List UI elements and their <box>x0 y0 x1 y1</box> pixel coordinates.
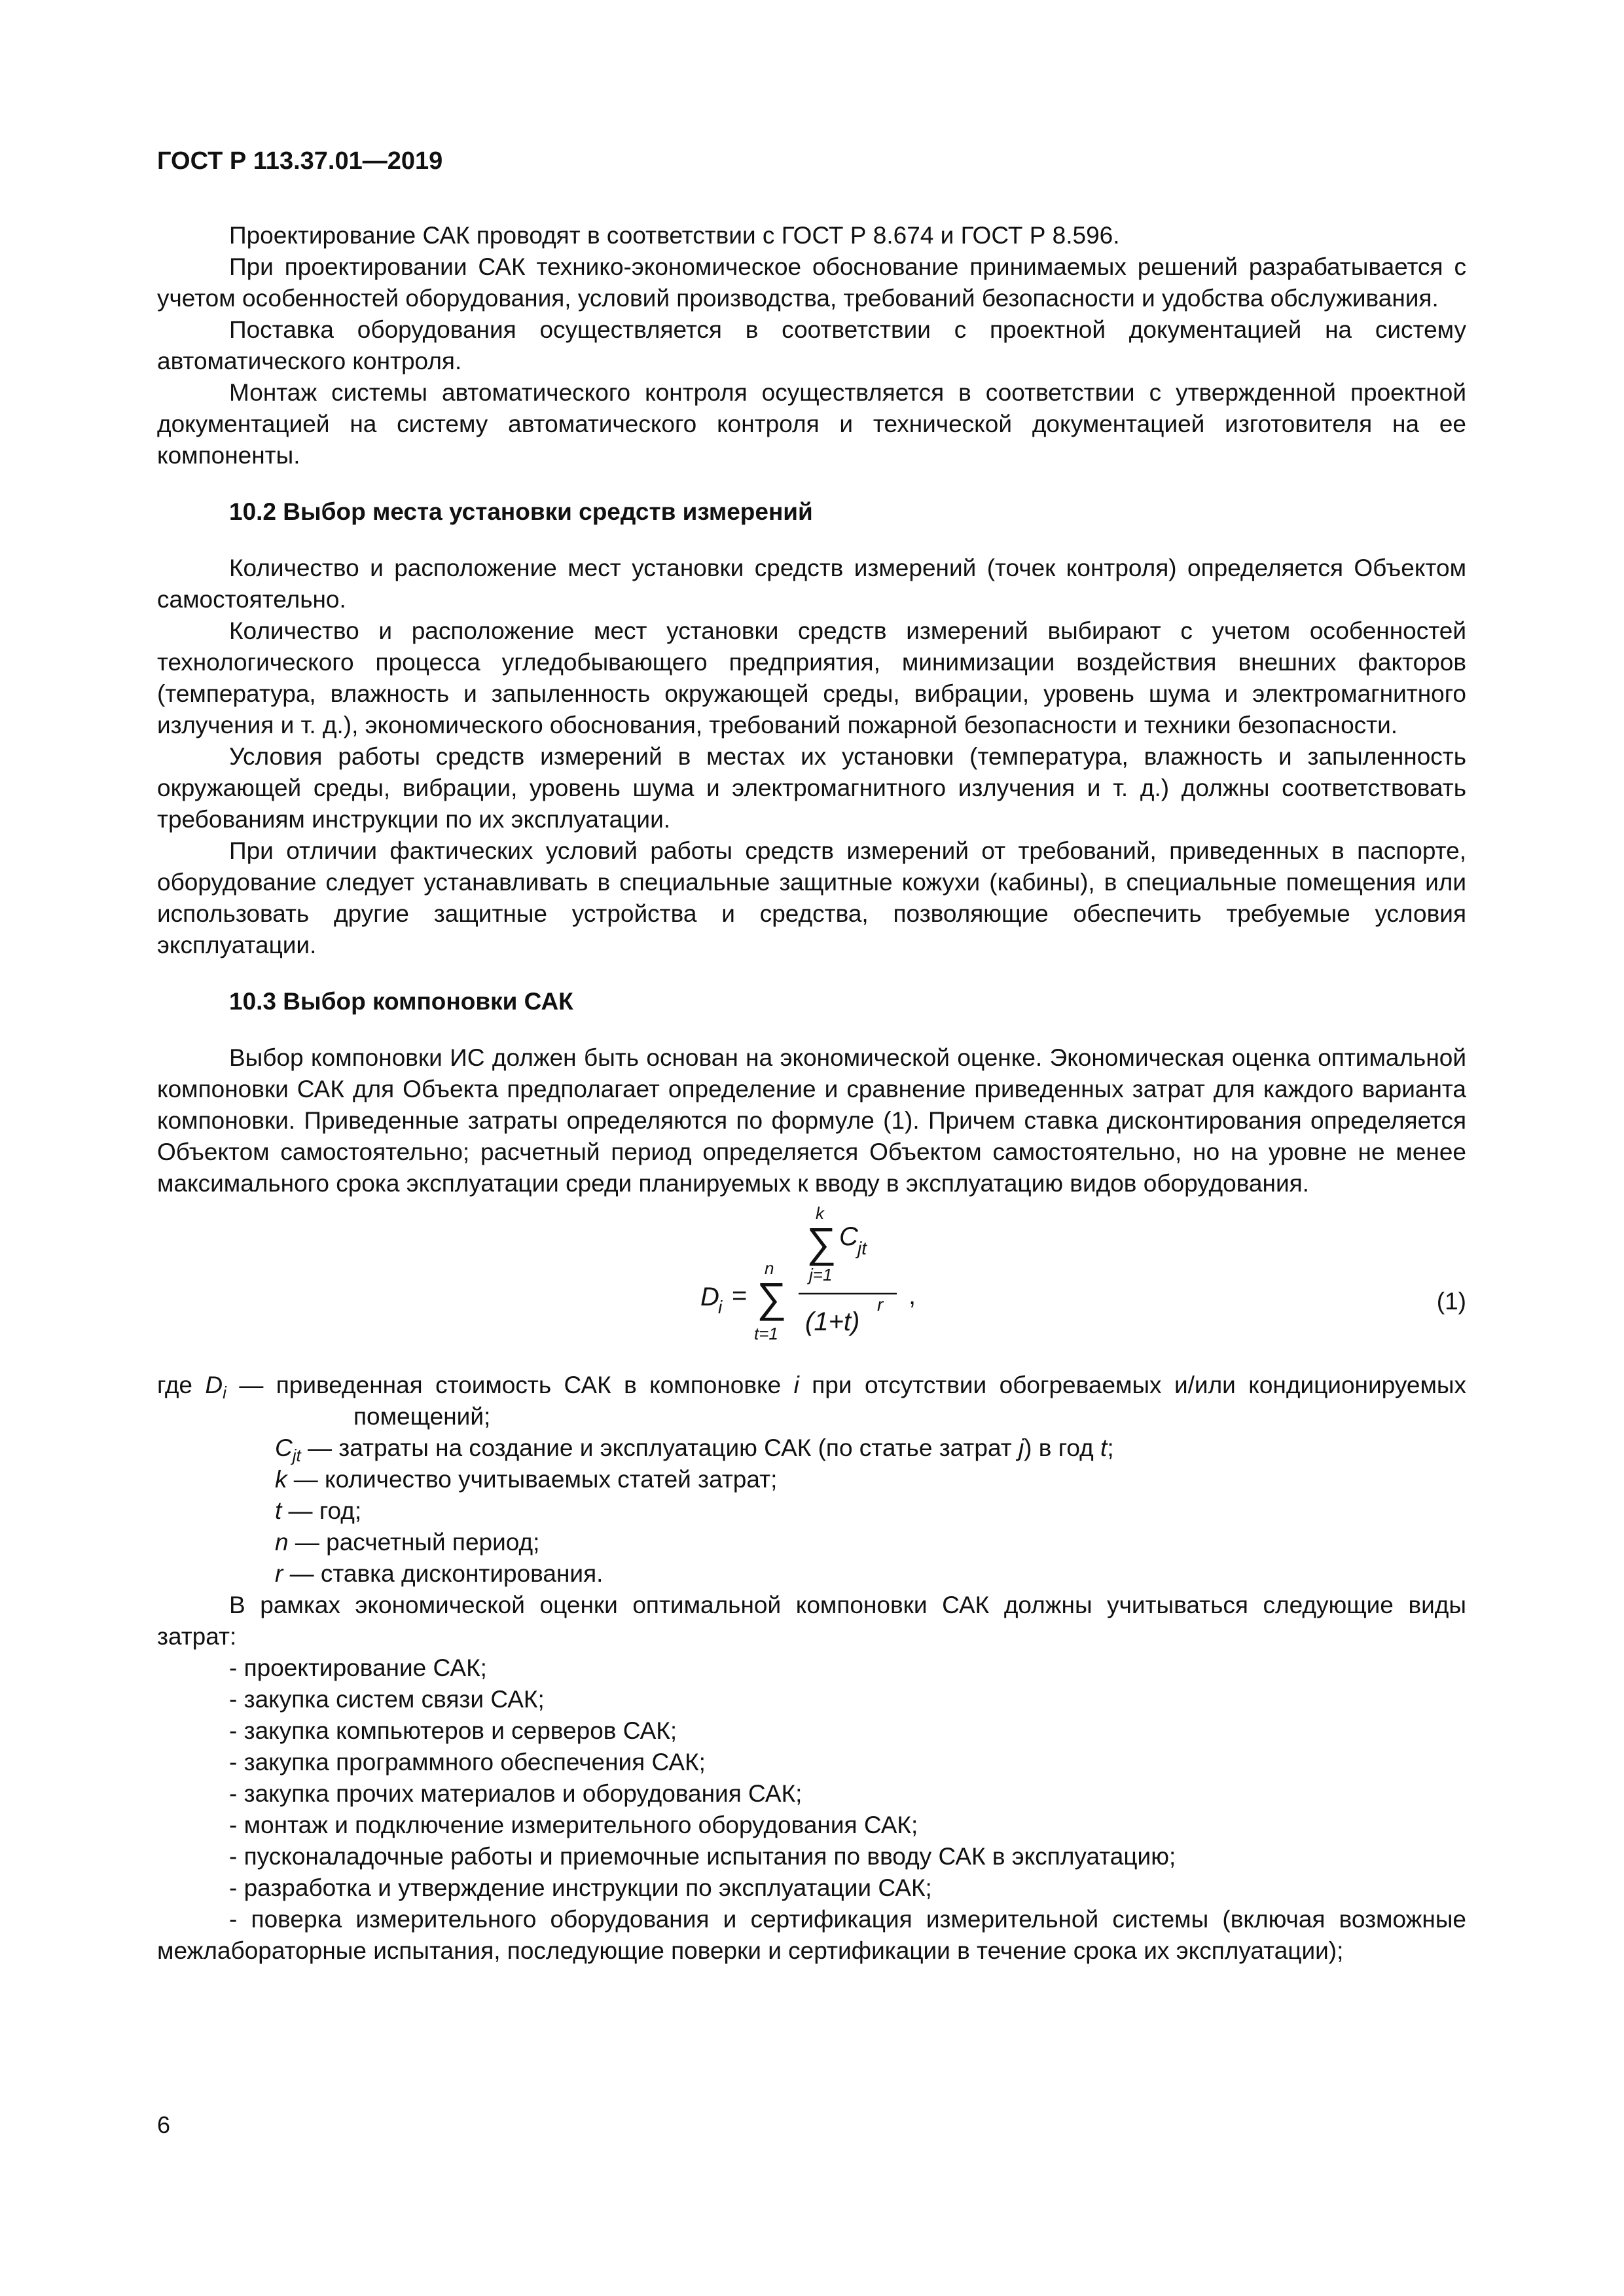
definition-item <box>157 1370 1466 1432</box>
list-item: - поверка измерительного оборудования и сертификация измерительной системы (включая возможные межлабораторные испытания, последующие поверки и сертификации в течение срока их эксплуатации); <box>157 1906 1466 1964</box>
list-item: - закупка систем связи САК; <box>229 1686 545 1713</box>
formula-1 <box>700 1202 1106 1366</box>
formula-definitions <box>157 1370 1466 1590</box>
definition-symbol: n <box>275 1529 289 1556</box>
definition-italic: j <box>1018 1434 1024 1461</box>
definition-item <box>157 1495 1466 1527</box>
list-item: - разработка и утверждение инструкции по эксплуатации САК; <box>229 1874 932 1901</box>
definition-italic: t <box>1100 1434 1108 1461</box>
definition-symbol: t <box>275 1497 282 1524</box>
section-heading-10-3: 10.3 Выбор компоновки САК <box>229 988 573 1015</box>
definition-text: — расчетный период; <box>288 1529 540 1556</box>
definition-item <box>157 1464 1466 1495</box>
definition-text: — ставка дисконтирования. <box>283 1560 604 1587</box>
intro-paragraph: Проектирование САК проводят в соответствии с ГОСТ Р 8.674 и ГОСТ Р 8.596. <box>229 222 1120 249</box>
formula-svg <box>700 1202 1106 1366</box>
definition-symbol-sub: jt <box>292 1446 301 1465</box>
intro-paragraph: При проектировании САК технико-экономическое обоснование принимаемых решений разрабатывается с учетом особенностей оборудования, условий производства, требований безопасности и удобства обслуживания. <box>157 253 1466 312</box>
list-item: - проектирование САК; <box>229 1654 487 1681</box>
formula-inner-bottom: j=1 <box>809 1265 833 1285</box>
equation-number: (1) <box>1436 1288 1466 1315</box>
formula-outer-bottom: t=1 <box>754 1324 778 1343</box>
formula-lhs: D <box>700 1283 719 1311</box>
formula-numerator: C <box>839 1222 858 1251</box>
formula-outer-sigma: ∑ <box>757 1274 787 1321</box>
section-10-2-paragraph: При отличии фактических условий работы средств измерений от требований, приведенных в паспорте, оборудование следует устанавливать в специальные защитные кожухи (кабины), в специальные помещения или использовать другие защитные устройства и средства, позволяющие обеспечить требуемые условия эксплуатации. <box>157 837 1466 958</box>
definition-italic: i <box>793 1372 799 1398</box>
formula-trailing-comma: , <box>909 1281 916 1310</box>
section-10-2-paragraph: Количество и расположение мест установки средств измерений (точек контроля) определяется Объектом самостоятельно. <box>157 555 1466 613</box>
list-item: - пусконаладочные работы и приемочные испытания по вводу САК в эксплуатацию; <box>229 1843 1176 1870</box>
formula-denominator-exp: r <box>877 1294 884 1315</box>
intro-paragraph: Монтаж системы автоматического контроля осуществляется в соответствии с утвержденной проектной документацией на систему автоматического контроля и технической документацией изготовителя на ее компоненты. <box>157 379 1466 469</box>
section-heading-10-2: 10.2 Выбор места установки средств измерений <box>229 498 813 525</box>
formula-equals: = <box>732 1281 748 1310</box>
formula-inner-top: k <box>816 1203 824 1223</box>
definition-symbol: C <box>275 1434 293 1461</box>
definition-symbol-sub: i <box>223 1383 226 1402</box>
definition-text: — год; <box>281 1497 362 1524</box>
formula-outer-top: n <box>765 1258 774 1278</box>
definition-text: — затраты на создание и эксплуатацию САК (по статье затрат <box>300 1434 1019 1461</box>
formula-inner-sigma: ∑ <box>806 1219 837 1266</box>
costs-intro-paragraph: В рамках экономической оценки оптимальной компоновки САК должны учитываться следующие виды затрат: <box>157 1592 1466 1650</box>
definition-text: — приведенная стоимость САК в компоновке <box>226 1372 794 1398</box>
formula-block <box>157 1202 1466 1366</box>
definition-symbol: D <box>205 1372 223 1398</box>
section-10-3-paragraph: Выбор компоновки ИС должен быть основан на экономической оценке. Экономическая оценка оптимальной компоновки САК для Объекта предполагает определение и сравнение приведенных затрат для каждого варианта компоновки. Приведенные затраты определяются по формуле (1). Причем ставка дисконтирования определяется Объектом самостоятельно; расчетный период определяется Объектом самостоятельно, но на уровне не менее максимального срока эксплуатации среди планируемых к вводу в эксплуатацию видов оборудования. <box>157 1044 1466 1197</box>
definition-prefix: где <box>157 1372 206 1398</box>
formula-denominator: (1+t) <box>805 1307 860 1336</box>
list-item: - закупка программного обеспечения САК; <box>229 1749 706 1776</box>
page-number: 6 <box>157 2111 171 2138</box>
list-item: - монтаж и подключение измерительного оборудования САК; <box>229 1812 918 1838</box>
section-10-2-paragraph: Условия работы средств измерений в местах их установки (температура, влажность и запыленность окружающей среды, вибрации, уровень шума и электромагнитного излучения и т. д.) должны соответствовать требованиям инструкции по их эксплуатации. <box>157 743 1466 833</box>
definition-text: ) в год <box>1024 1434 1101 1461</box>
formula-lhs-sub: i <box>718 1297 723 1317</box>
definition-text: при отсутствии обогреваемых и/или кондиционируемых помещений; <box>353 1372 1467 1430</box>
formula-numerator-sub: jt <box>857 1238 867 1258</box>
document-body <box>157 220 1466 1967</box>
intro-paragraph: Поставка оборудования осуществляется в соответствии с проектной документацией на систему автоматического контроля. <box>157 316 1466 374</box>
list-item: - закупка компьютеров и серверов САК; <box>229 1717 677 1744</box>
definition-item <box>157 1432 1466 1464</box>
section-10-2-paragraph: Количество и расположение мест установки средств измерений выбирают с учетом особенностей технологического процесса угледобывающего предприятия, минимизации воздействия внешних факторов (температура, влажность и запыленность окружающей среды, вибрации, уровень шума и электромагнитного излучения и т. д.), экономического обоснования, требований пожарной безопасности и техники безопасности. <box>157 617 1466 738</box>
list-item: - закупка прочих материалов и оборудования САК; <box>229 1780 803 1807</box>
definition-item <box>157 1527 1466 1558</box>
definition-symbol: r <box>275 1560 283 1587</box>
definition-text: ; <box>1107 1434 1114 1461</box>
document-code-header: ГОСТ Р 113.37.01—2019 <box>157 147 443 175</box>
definition-text: — количество учитываемых статей затрат; <box>287 1466 778 1493</box>
definition-item <box>157 1558 1466 1590</box>
definition-symbol: k <box>275 1466 287 1493</box>
